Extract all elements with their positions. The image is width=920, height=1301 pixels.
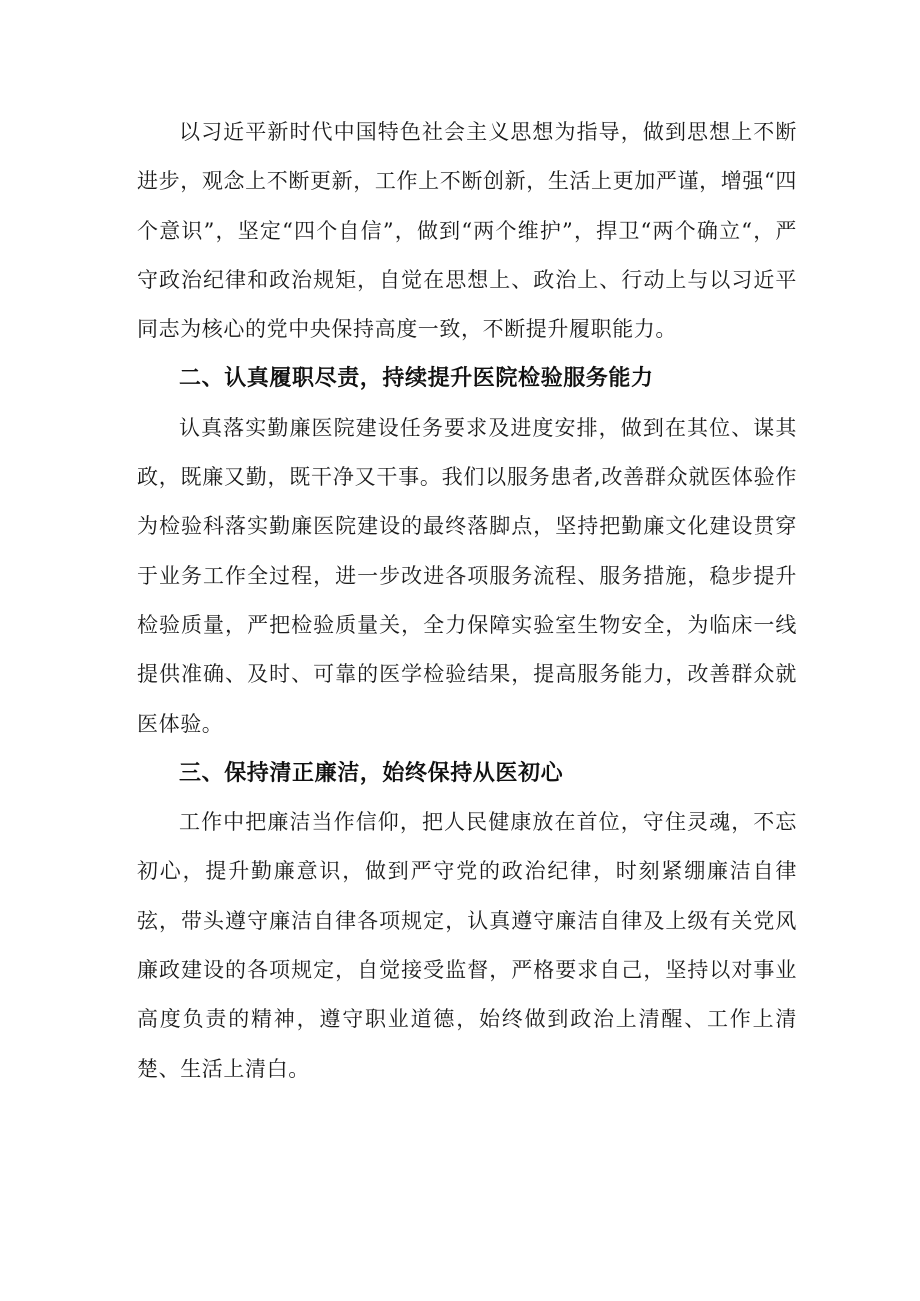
- paragraph-intro: 以习近平新时代中国特色社会主义思想为指导，做到思想上不断进步，观念上不断更新，工作上不断创新，生活上更加严谨，增强“四个意识”，坚定“四个自信”，做到“两个维护”，捍卫“两个确立“，严守政治纪律和政治规矩，自觉在思想上、政治上、行动上与以习近平同志为核心的党中央保持高度一致，不断提升履职能力。: [137, 120, 797, 342]
- section-heading-3: 三、保持清正廉洁，始终保持从医初心: [179, 760, 564, 786]
- paragraph-section-3: 工作中把廉洁当作信仰，把人民健康放在首位，守住灵魂，不忘初心，提升勤廉意识，做到严守党的政治纪律，时刻紧绷廉洁自律弦，带头遵守廉洁自律各项规定，认真遵守廉洁自律及上级有关党风廉政建设的各项规定，自觉接受监督，严格要求自己，坚持以对事业高度负责的精神，遵守职业道德，始终做到政治上清醒、工作上清楚、生活上清白。: [137, 810, 797, 1081]
- section-heading-2: 二、认真履职尽责，持续提升医院检验服务能力: [179, 366, 654, 392]
- document-body: [137, 108, 797, 1094]
- paragraph-section-2: 认真落实勤廉医院建设任务要求及进度安排，做到在其位、谋其政，既廉又勤，既干净又干事。我们以服务患者,改善群众就医体验作为检验科落实勤廉医院建设的最终落脚点，坚持把勤廉文化建设贯穿于业务工作全过程，进一步改进各项服务流程、服务措施，稳步提升检验质量，严把检验质量关，全力保障实验室生物安全，为临床一线提供准确、及时、可靠的医学检验结果，提高服务能力，改善群众就医体验。: [137, 415, 797, 736]
